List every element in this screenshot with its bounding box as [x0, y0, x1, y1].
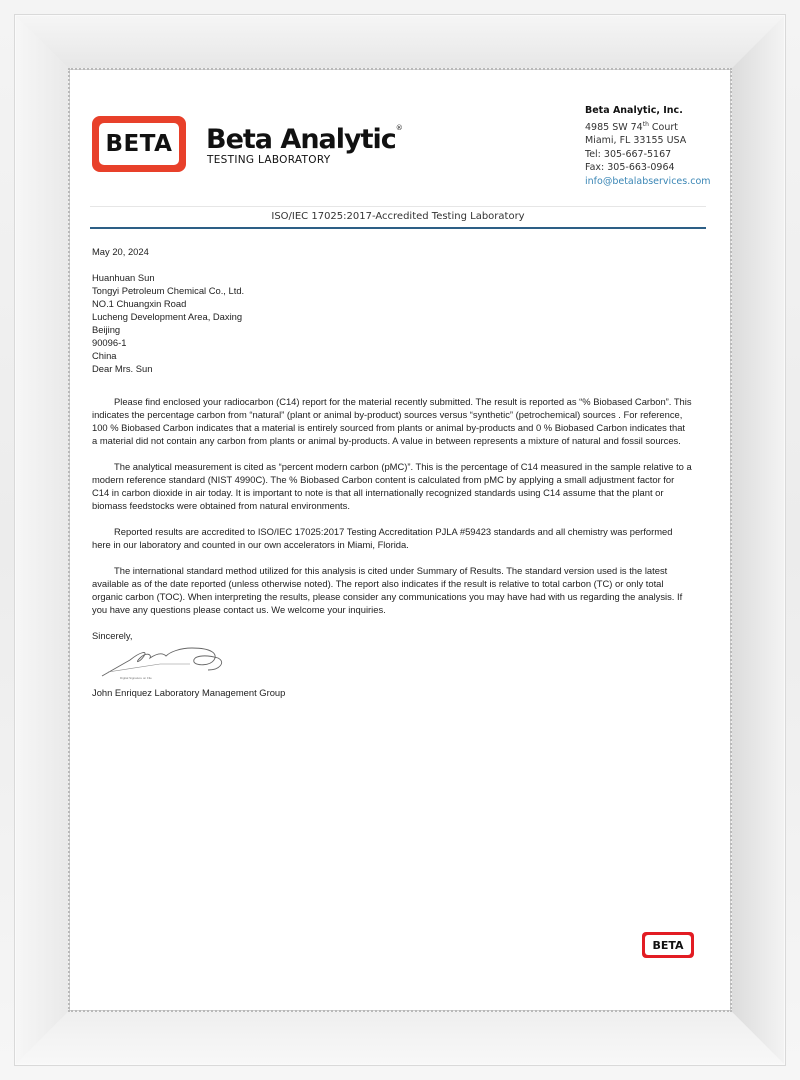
recipient-company: Tongyi Petroleum Chemical Co., Ltd.: [92, 285, 245, 296]
recipient-street: NO.1 Chuangxin Road: [92, 298, 187, 309]
recipient-city: Beijing: [92, 324, 121, 335]
accreditation-banner: ISO/IEC 17025:2017-Accredited Testing Laboratory: [271, 211, 525, 222]
paragraph-3: Reported results are accredited to ISO/IEC 17025:2017 Testing Accreditation PJLA #59423 standards and all chemistry was performed here in our laboratory and counted in our own accelerators in Miami, Florida.: [92, 526, 673, 550]
telephone: Tel: 305-667-5167: [585, 148, 672, 160]
footer-beta-logo: [642, 932, 694, 958]
email-link[interactable]: info@betalabservices.com: [585, 175, 711, 187]
letter-document: [70, 70, 730, 1010]
signer-name: John Enriquez Laboratory Management Group: [92, 687, 286, 698]
beta-logo-text: BETA: [99, 123, 179, 165]
recipient-block: [92, 271, 692, 375]
letter-date: May 20, 2024: [92, 246, 149, 257]
signature-caption: Digital Signature on File: [120, 676, 152, 680]
beta-logo: [92, 116, 186, 172]
footer-beta-logo-text: BETA: [645, 935, 691, 955]
city-address: Miami, FL 33155 USA: [585, 135, 687, 147]
divider-blue: [90, 227, 706, 229]
street-name: Court: [648, 121, 679, 133]
brand-name: [206, 124, 402, 155]
registered-mark: ®: [395, 124, 402, 132]
recipient-name: Huanhuan Sun: [92, 272, 155, 283]
recipient-country: China: [92, 350, 117, 361]
street-ordinal: th: [642, 120, 649, 128]
company-name: Beta Analytic, Inc.: [585, 105, 683, 116]
divider-light: [90, 206, 706, 207]
brand-name-text: Beta Analytic: [206, 124, 396, 155]
paragraph-2: The analytical measurement is cited as “percent modern carbon (pMC)”. This is the percentage of C14 measured in the sample relative to a modern reference standard (NIST 4990C). The % Biobased Carbon content is calculated from pMC by applying a small adjustment factor for C14 in carbon dioxide in air today. It is important to note is that all internationally recognized standards using C14 assume that the plant or biomass feedstocks were obtained from natural environments.: [92, 461, 692, 511]
recipient-postcode: 90096-1: [92, 337, 127, 348]
signature: [92, 642, 232, 684]
street-address: [585, 118, 711, 135]
company-address: [585, 104, 711, 188]
paragraph-1: Please find enclosed your radiocarbon (C14) report for the material recently submitted. The result is reported as “% Biobased Carbon”. This indicates the percentage carbon from “natural” (plant or animal by-product) sources versus “synthetic” (petrochemical) sources . For reference, 100 % Biobased Carbon indicates that a material is entirely sourced from plants or animal by-products and 0 % Biobased Carbon indicates that a material did not contain any carbon from plants or animal by-products. A value in between represents a mixture of natural and fossil sources.: [92, 396, 692, 446]
recipient-area: Lucheng Development Area, Daxing: [92, 311, 243, 322]
salutation: Dear Mrs. Sun: [92, 363, 153, 374]
paragraph-4: The international standard method utilized for this analysis is cited under Summary of Results. The standard version used is the latest available as of the date reported (unless otherwise noted). The report also indicates if the result is relative to total carbon (TC) or only total organic carbon (TOC). When interpreting the results, please consider any communications you may have had with us regarding the analysis. If you have any questions please contact us. We welcome your inquiries.: [92, 565, 683, 615]
street-number: 4985 SW 74: [585, 121, 643, 133]
fax: Fax: 305-663-0964: [585, 162, 675, 174]
brand-subtitle: TESTING LABORATORY: [207, 154, 331, 166]
closing: Sincerely,: [92, 630, 133, 641]
letter-body: [92, 245, 692, 699]
